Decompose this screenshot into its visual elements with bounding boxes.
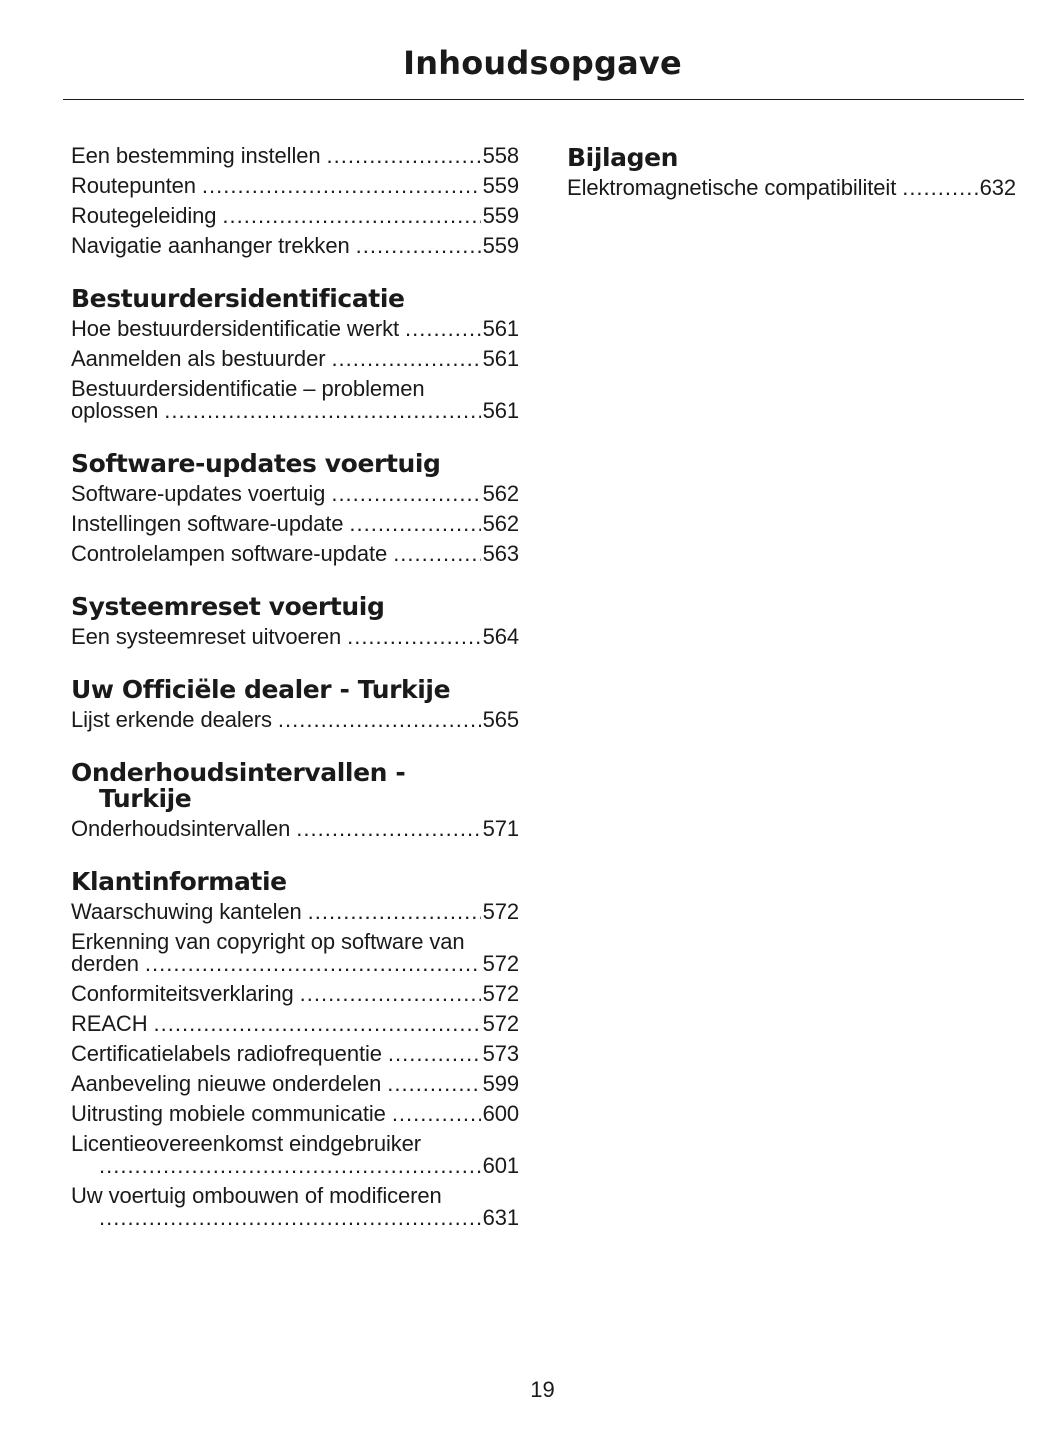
toc-entry-label: Hoe bestuurdersidentificatie werkt — [71, 316, 399, 341]
toc-entry-label: Uitrusting mobiele communicatie — [71, 1101, 386, 1126]
toc-entry-page: 562 — [482, 511, 519, 536]
dot-leader — [154, 1013, 481, 1035]
left-column — [71, 145, 519, 1258]
section-heading: Klantinformatie — [71, 867, 287, 896]
toc-entry-label: Een systeemreset uitvoeren — [71, 624, 342, 649]
toc-entry-page: 559 — [482, 233, 519, 258]
dot-leader — [356, 235, 481, 257]
toc-entry[interactable] — [71, 1043, 519, 1065]
title-divider — [63, 99, 1024, 100]
toc-entry-label: Lijst erkende dealers — [71, 707, 272, 732]
section-bijlagen — [567, 145, 1016, 199]
toc-list — [71, 318, 519, 422]
dot-leader — [278, 709, 481, 731]
toc-entry-label: Aanmelden als bestuurder — [71, 346, 326, 371]
section-klantinformatie — [71, 869, 519, 1229]
toc-entry[interactable] — [71, 709, 519, 731]
page-title: Inhoudsopgave — [403, 44, 682, 82]
toc-entry-label: Conformiteitsverklaring — [71, 981, 294, 1006]
toc-entry-page: 601 — [482, 1153, 519, 1178]
toc-entry-first-line: Erkenning van copyright op software van — [71, 929, 465, 954]
toc-list — [71, 145, 519, 257]
section-heading: Bestuurdersidentificatie — [71, 284, 405, 313]
toc-entry[interactable] — [71, 1103, 519, 1125]
toc-entry-page: 558 — [482, 143, 519, 168]
toc-entry-label: REACH — [71, 1011, 148, 1036]
toc-entry-page: 559 — [482, 173, 519, 198]
section-officiele-dealer — [71, 677, 519, 731]
toc-entry-page: 565 — [482, 707, 519, 732]
section-onderhoudsintervallen — [71, 760, 519, 840]
section-heading: Onderhoudsintervallen - Turkije — [71, 758, 406, 813]
dot-leader — [202, 175, 481, 197]
dot-leader — [393, 543, 480, 565]
dot-leader — [296, 818, 480, 840]
dot-leader — [300, 983, 481, 1005]
toc-entry[interactable] — [71, 983, 519, 1005]
dot-leader — [99, 1155, 481, 1177]
toc-entry-page: 561 — [482, 346, 519, 371]
toc-entry-label: oplossen — [71, 398, 159, 423]
toc-entry[interactable] — [567, 177, 1016, 199]
toc-entry-label: Routegeleiding — [71, 203, 217, 228]
toc-entry-label: Navigatie aanhanger trekken — [71, 233, 350, 258]
toc-entry-page: 573 — [482, 1041, 519, 1066]
toc-entry-label: Elektromagnetische compatibiliteit — [567, 175, 897, 200]
toc-entry-page: 600 — [482, 1101, 519, 1126]
toc-entry[interactable] — [71, 818, 519, 840]
section-heading: Bijlagen — [567, 143, 679, 172]
toc-entry-label: Instellingen software-update — [71, 511, 344, 536]
toc-entry[interactable] — [71, 1013, 519, 1035]
toc-list — [71, 483, 519, 565]
dot-leader — [308, 901, 481, 923]
toc-entry-label: Een bestemming instellen — [71, 143, 321, 168]
toc-entry-page: 571 — [482, 816, 519, 841]
toc-entry-page: 562 — [482, 481, 519, 506]
toc-entry-label: Software-updates voertuig — [71, 481, 326, 506]
toc-entry-first-line: Uw voertuig ombouwen of modificeren — [71, 1183, 442, 1208]
toc-entry-page: 631 — [482, 1205, 519, 1230]
toc-entry-page: 572 — [482, 899, 519, 924]
section-software-updates — [71, 451, 519, 565]
dot-leader — [388, 1043, 481, 1065]
toc-list — [567, 177, 1016, 199]
toc-entry-label: Aanbeveling nieuwe onderdelen — [71, 1071, 382, 1096]
dot-leader — [405, 318, 481, 340]
section-heading: Uw Officiële dealer - Turkije — [71, 675, 451, 704]
dot-leader — [902, 177, 977, 199]
right-column — [567, 145, 1016, 228]
toc-entry[interactable] — [71, 1133, 519, 1177]
toc-entry[interactable] — [71, 1185, 519, 1229]
toc-entry-page: 564 — [482, 624, 519, 649]
toc-entry-page: 561 — [482, 316, 519, 341]
dot-leader — [145, 953, 481, 975]
dot-leader — [347, 626, 481, 648]
toc-entry[interactable] — [71, 483, 519, 505]
section-heading: Software-updates voertuig — [71, 449, 441, 478]
toc-entry[interactable] — [71, 378, 519, 422]
toc-entry-label: derden — [71, 951, 139, 976]
dot-leader — [331, 483, 480, 505]
toc-entry-label: Controlelampen software-update — [71, 541, 388, 566]
toc-entry[interactable] — [71, 175, 519, 197]
toc-entry-label: Certificatielabels radiofrequentie — [71, 1041, 382, 1066]
toc-entry[interactable] — [71, 901, 519, 923]
toc-list — [71, 818, 519, 840]
toc-entry[interactable] — [71, 348, 519, 370]
toc-entry-page: 572 — [482, 981, 519, 1006]
toc-entry-page: 632 — [979, 175, 1016, 200]
section-bestuurdersidentificatie — [71, 286, 519, 422]
toc-list — [71, 709, 519, 731]
dot-leader — [327, 145, 481, 167]
toc-entry[interactable] — [71, 318, 519, 340]
toc-entry-label: Waarschuwing kantelen — [71, 899, 302, 924]
dot-leader — [99, 1207, 481, 1229]
toc-entry-first-line: Bestuurdersidentificatie – problemen — [71, 376, 425, 401]
toc-entry[interactable] — [71, 543, 519, 565]
toc-entry-label: Onderhoudsintervallen — [71, 816, 291, 841]
toc-list — [71, 901, 519, 1229]
toc-entry-page: 563 — [482, 541, 519, 566]
dot-leader — [164, 400, 480, 422]
toc-entry-label: Routepunten — [71, 173, 196, 198]
dot-leader — [349, 513, 480, 535]
toc-entry[interactable] — [71, 626, 519, 648]
toc-entry-page: 559 — [482, 203, 519, 228]
dot-leader — [387, 1073, 480, 1095]
toc-entry[interactable] — [71, 513, 519, 535]
toc-entry[interactable] — [71, 931, 519, 975]
page-number: 19 — [530, 1377, 555, 1402]
toc-entry[interactable] — [71, 1073, 519, 1095]
dot-leader — [331, 348, 480, 370]
section-systeemreset — [71, 594, 519, 648]
toc-entry[interactable] — [71, 205, 519, 227]
toc-entry-page: 572 — [482, 951, 519, 976]
toc-entry[interactable] — [71, 145, 519, 167]
toc-entry-page: 599 — [482, 1071, 519, 1096]
toc-entry[interactable] — [71, 235, 519, 257]
toc-list — [71, 626, 519, 648]
dot-leader — [392, 1103, 481, 1125]
toc-entry-page: 561 — [482, 398, 519, 423]
section-heading: Systeemreset voertuig — [71, 592, 385, 621]
dot-leader — [222, 205, 480, 227]
intro-section — [71, 145, 519, 257]
toc-entry-page: 572 — [482, 1011, 519, 1036]
toc-entry-first-line: Licentieovereenkomst eindgebruiker — [71, 1131, 422, 1156]
